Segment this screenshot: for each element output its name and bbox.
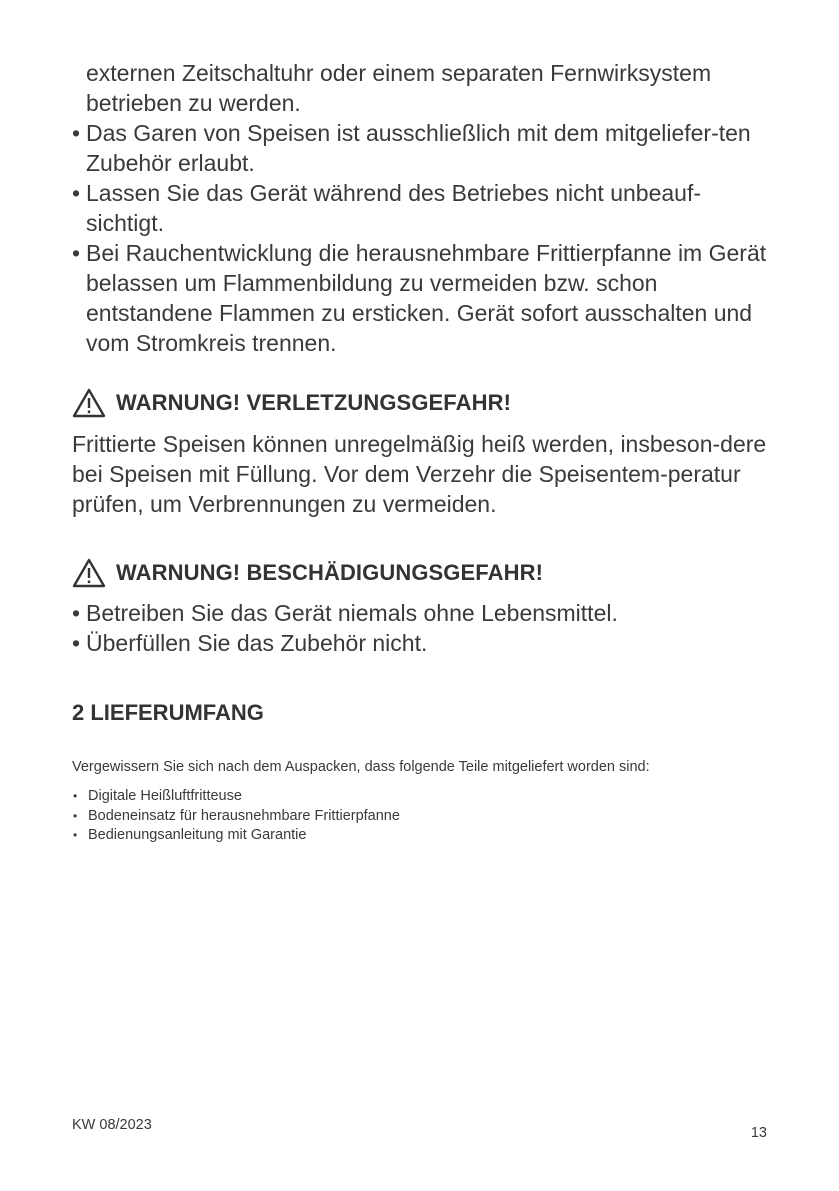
list-item-text: Das Garen von Speisen ist ausschließlich mit dem mitgeliefer-ten Zubehör erlaubt. [86, 120, 751, 176]
list-item [72, 58, 772, 118]
list-item: • Bedienungsanleitung mit Garantie [72, 826, 400, 846]
warning-damage-list [72, 598, 772, 658]
page-number: 13 [750, 1125, 767, 1141]
footer-date: KW 08/2023 [72, 1117, 152, 1133]
warning-injury-title: WARNUNG! VERLETZUNGSGEFAHR! [116, 390, 512, 415]
list-item [72, 238, 772, 358]
list-item: • Betreiben Sie das Gerät niemals ohne Lebensmittel. [72, 598, 772, 628]
warning-damage-heading [72, 558, 543, 588]
warning-triangle-icon [72, 388, 106, 418]
safety-list [72, 58, 772, 358]
list-item: • Bodeneinsatz für herausnehmbare Frittierpfanne [72, 807, 400, 827]
list-item [72, 118, 772, 178]
list-item: • Digitale Heißluftfritteuse [72, 787, 400, 807]
list-item-text: Lassen Sie das Gerät während des Betriebes nicht unbeauf-sichtigt. [86, 180, 701, 236]
list-item: • Überfüllen Sie das Zubehör nicht. [72, 628, 772, 658]
section-intro: Vergewissern Sie sich nach dem Auspacken, dass folgende Teile mitgeliefert worden sind: [72, 759, 650, 775]
list-item-text: Bei Rauchentwicklung die herausnehmbare Frittierpfanne im Gerät belassen um Flammenbildung zu vermeiden bzw. schon entstandene Flammen zu ersticken. Gerät sofort ausschalten und vom Stromkreis trennen. [86, 240, 767, 356]
list-item-text: externen Zeitschaltuhr oder einem separaten Fernwirksystem betrieben zu werden. [86, 60, 712, 116]
warning-damage-title: WARNUNG! BESCHÄDIGUNGSGEFAHR! [116, 560, 544, 585]
delivery-list [72, 787, 400, 846]
section-title: 2 LIEFERUMFANG [72, 700, 264, 725]
list-item [72, 178, 772, 238]
warning-triangle-icon [72, 558, 106, 588]
warning-injury-text: Frittierte Speisen können unregelmäßig heiß werden, insbeson-dere bei Speisen mit Füllung. Vor dem Verzehr die Speisentem-peratur prüfen, um Verbrennungen zu vermeiden. [72, 431, 767, 517]
warning-injury-heading [72, 388, 511, 418]
